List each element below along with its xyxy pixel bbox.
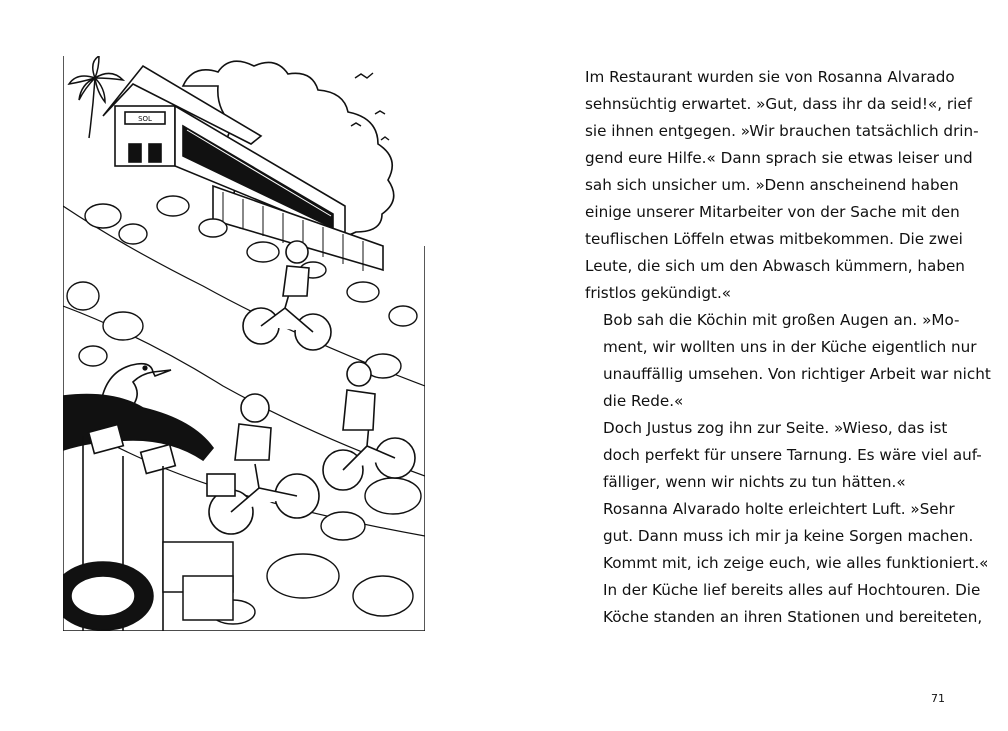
text-line: Kommt mit, ich zeige euch, wie alles funktioniert.« <box>603 554 989 572</box>
text-line: sie ihnen entgegen. »Wir brauchen tatsächlich drin- <box>585 122 979 140</box>
body-text <box>585 64 991 631</box>
text-line: In der Küche lief bereits alles auf Hochtouren. Die <box>603 581 981 599</box>
paragraph <box>585 577 983 631</box>
text-line: doch perfekt für unsere Tarnung. Es wäre viel auf- <box>603 446 982 464</box>
text-line: teuflischen Löffeln etwas mitbekommen. Die zwei <box>585 230 963 248</box>
text-line: gut. Dann muss ich mir ja keine Sorgen machen. <box>603 527 974 545</box>
paragraph <box>585 64 979 307</box>
text-line: gend eure Hilfe.« Dann sprach sie etwas leiser und <box>585 149 973 167</box>
text-line: Köche standen an ihren Stationen und bereiteten, <box>603 608 983 626</box>
page-number: 71 <box>931 692 945 705</box>
text-line: Doch Justus zog ihn zur Seite. »Wieso, das ist <box>603 419 948 437</box>
text-line: Im Restaurant wurden sie von Rosanna Alvarado <box>585 68 955 86</box>
text-line: die Rede.« <box>603 392 684 410</box>
text-line: Rosanna Alvarado holte erleichtert Luft. »Sehr <box>603 500 955 518</box>
text-line: fälliger, wenn wir nichts zu tun hätten.« <box>603 473 906 491</box>
comic-illustration-icon <box>63 56 425 631</box>
text-line: sah sich unsicher um. »Denn anscheinend haben <box>585 176 959 194</box>
text-line: Leute, die sich um den Abwasch kümmern, haben <box>585 257 965 275</box>
text-line: unauffällig umsehen. Von richtiger Arbeit war nicht <box>603 365 991 383</box>
paragraph <box>585 307 991 415</box>
paragraph <box>585 496 989 577</box>
paragraph <box>585 415 982 496</box>
text-line: ment, wir wollten uns in der Küche eigentlich nur <box>603 338 977 356</box>
text-line: sehnsüchtig erwartet. »Gut, dass ihr da seid!«, rief <box>585 95 973 113</box>
text-line: fristlos gekündigt.« <box>585 284 732 302</box>
text-line: Bob sah die Köchin mit großen Augen an. »Mo- <box>603 311 960 329</box>
svg-text:SOL: SOL <box>138 115 152 123</box>
text-line: einige unserer Mitarbeiter von der Sache mit den <box>585 203 960 221</box>
